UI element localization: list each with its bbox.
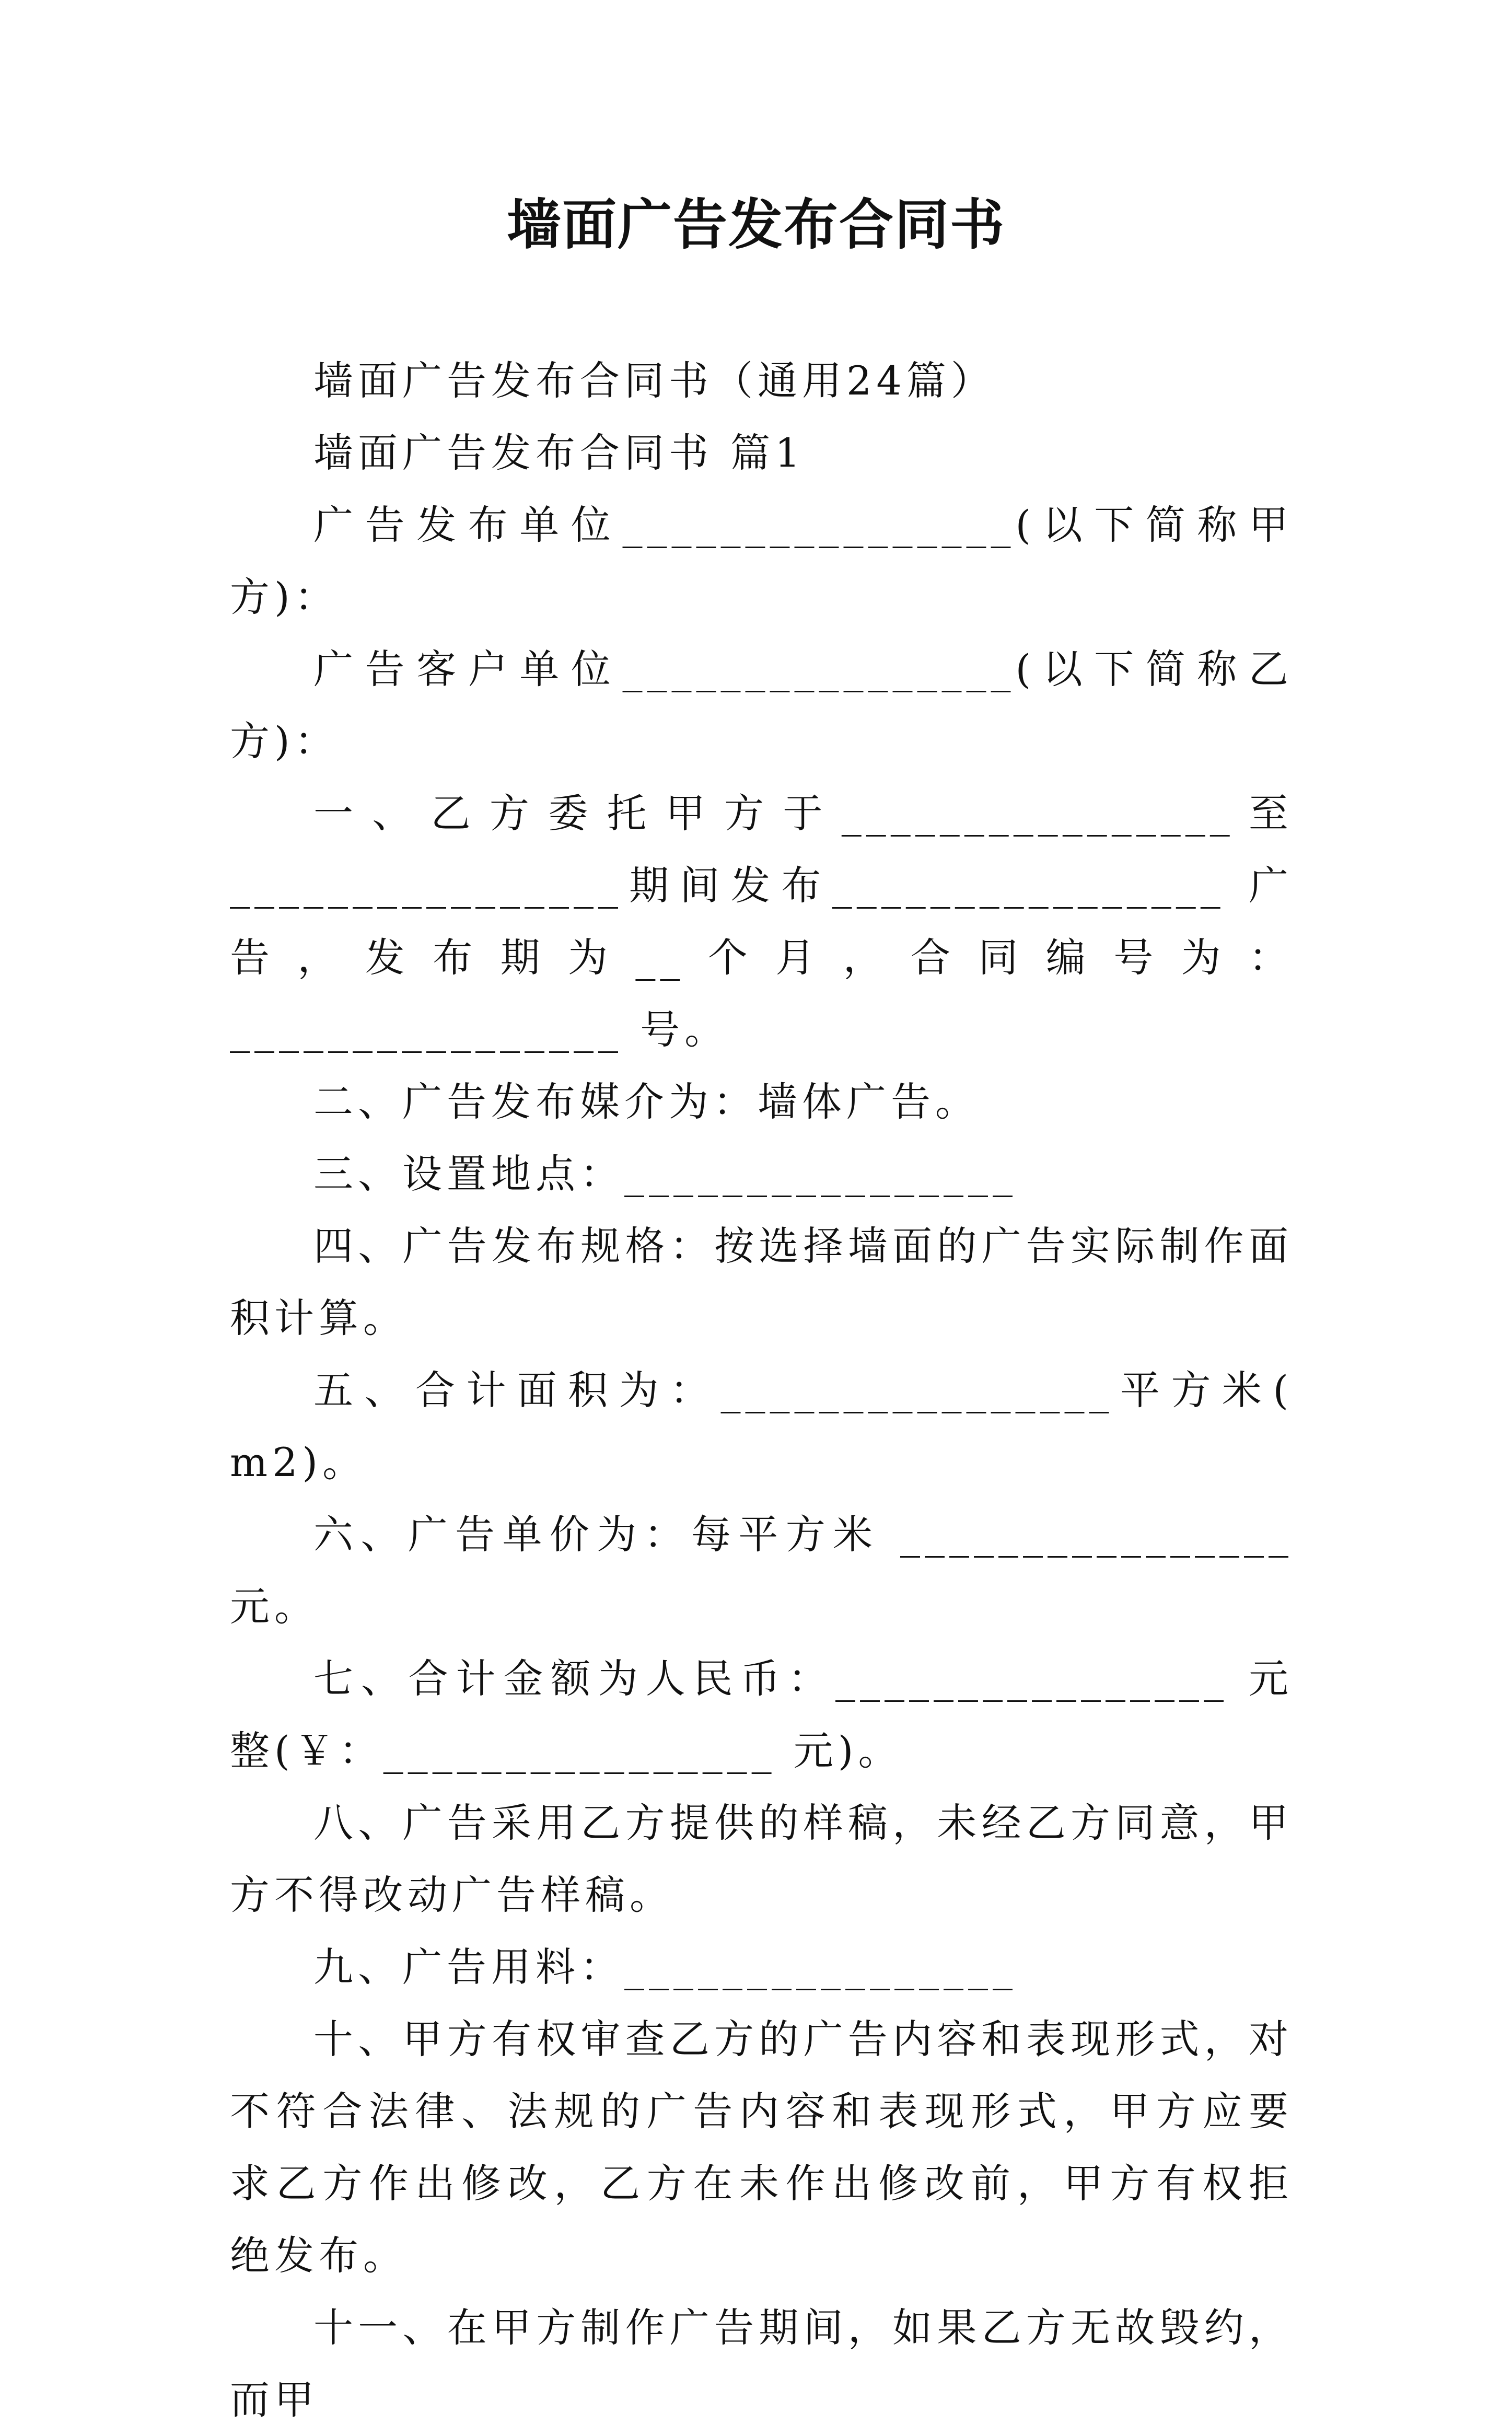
paragraph-clause-9: 九、广告用料：________________ [313, 1944, 1017, 1990]
paragraph-clause-4: 四、广告发布规格：按选择墙面的广告实际制作面积计算。 [230, 1223, 1293, 1341]
paragraph-clause-2: 二、广告发布媒介为：墙体广告。 [313, 1078, 980, 1125]
paragraph-subtitle: 墙面广告发布合同书（通用24篇） [313, 357, 995, 404]
paragraph-clause-7: 七、合计金额为人民币：________________ 元整(￥：________________ 元)。 [230, 1655, 1293, 1774]
paragraph-clause-11: 十一、在甲方制作广告期间，如果乙方无故毁约，而甲 [230, 2304, 1293, 2423]
paragraph-publisher-unit: 广告发布单位________________(以下简称甲方)： [230, 502, 1293, 620]
paragraph-clause-5: 五、合计面积为：________________平方米( m2)。 [230, 1367, 1293, 1486]
paragraph-clause-10: 十、甲方有权审查乙方的广告内容和表现形式，对不符合法律、法规的广告内容和表现形式，甲方应要求乙方作出修改，乙方在未作出修改前，甲方有权拒绝发布。 [230, 2016, 1293, 2279]
paragraph-clause-1: 一、乙方委托甲方于________________至________________期间发布________________ 广告，发布期为__个月，合同编号为：________________ 号。 [230, 790, 1293, 1053]
document-title: 墙面广告发布合同书 [506, 192, 1005, 257]
paragraph-clause-6: 六、广告单价为：每平方米 ________________元。 [230, 1511, 1293, 1630]
paragraph-client-unit: 广告客户单位________________(以下简称乙方)： [230, 646, 1293, 764]
paragraph-clause-8: 八、广告采用乙方提供的样稿，未经乙方同意，甲方不得改动广告样稿。 [230, 1800, 1293, 1918]
paragraph-section-heading: 墙面广告发布合同书 篇1 [313, 430, 805, 476]
paragraph-clause-3: 三、设置地点：________________ [313, 1151, 1017, 1197]
document-body [230, 345, 1293, 2436]
